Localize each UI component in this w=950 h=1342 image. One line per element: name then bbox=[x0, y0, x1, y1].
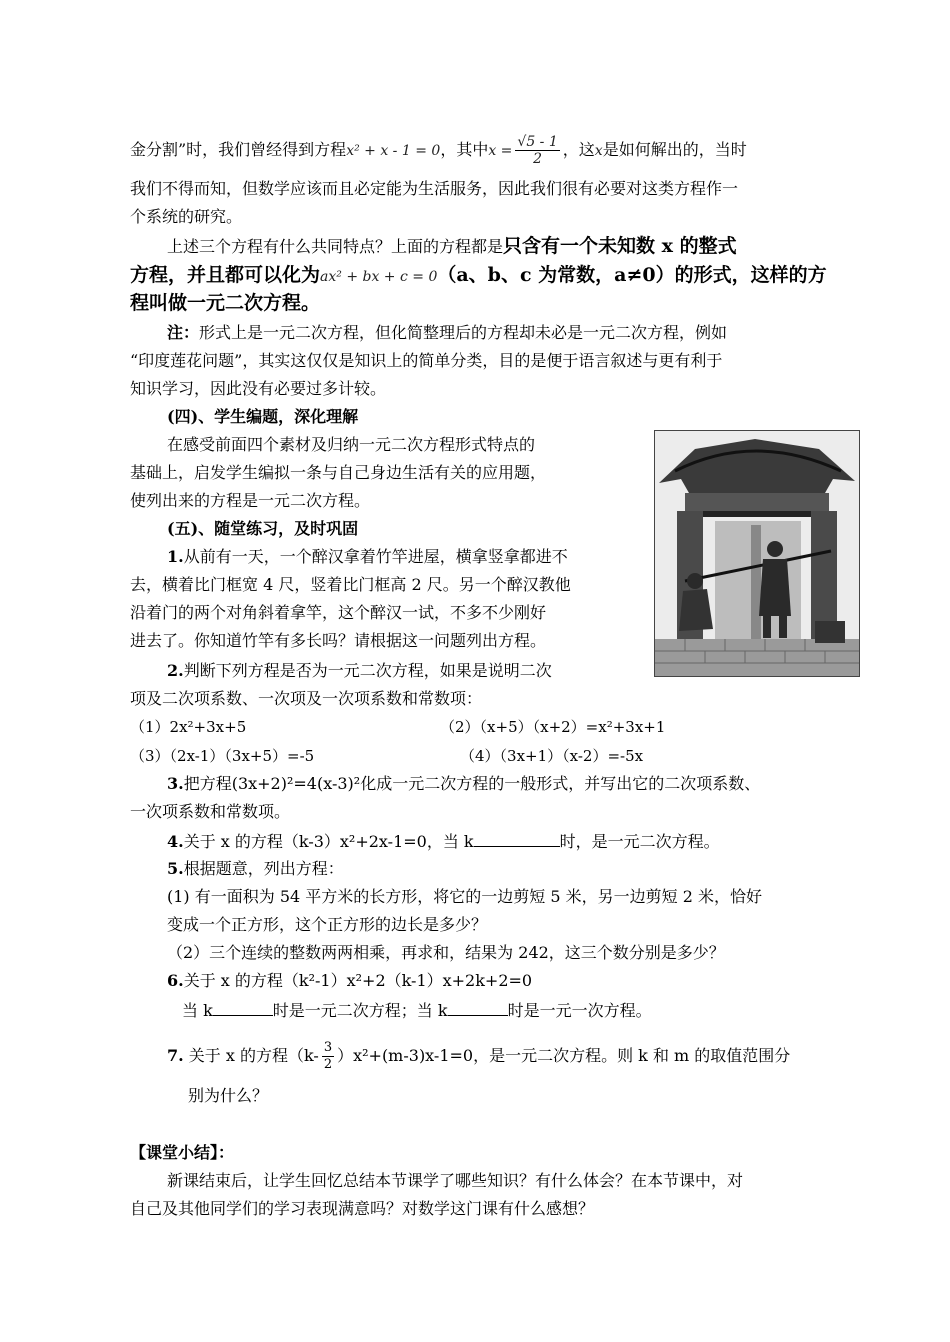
question-number: 3. bbox=[167, 774, 184, 793]
question-2-item-2: （2）（x+5）（x+2）=x²+3x+1 bbox=[440, 718, 666, 736]
drunkard-door-illustration bbox=[654, 430, 860, 677]
equation-golden: x² + x - 1 = 0 bbox=[346, 143, 441, 159]
question-text: 判断下列方程是否为一元二次方程，如果是说明二次 bbox=[183, 661, 552, 680]
question-7-line-2: 别为什么？ bbox=[188, 1086, 269, 1105]
question-text: 时是一元一次方程。 bbox=[507, 1001, 652, 1020]
variable-x: x bbox=[594, 143, 603, 159]
intro-line-2: 我们不得而知，但数学应该而且必定能为生活服务，因此我们很有必要对这类方程作一 bbox=[130, 179, 739, 198]
definition-line-2 bbox=[130, 262, 827, 288]
definition-bold: （a、b、c 为常数，a≠0）的形式，这样的方 bbox=[437, 264, 827, 286]
section-5-title: (五)、随堂练习，及时巩固 bbox=[167, 519, 359, 538]
definition-text: 上述三个方程有什么共同特点？上面的方程都是 bbox=[167, 237, 504, 256]
question-text: 时是一元二次方程；当 k bbox=[272, 1001, 448, 1020]
question-number: 6. bbox=[167, 971, 184, 990]
intro-text: 是如何解出的，当时 bbox=[602, 140, 747, 159]
intro-text: ，这 bbox=[562, 140, 595, 159]
question-6-line-2 bbox=[182, 999, 652, 1022]
question-2-line-2: 项及二次项系数、一次项及一次项系数和常数项： bbox=[130, 689, 483, 708]
question-text: 关于 x 的方程（k-3）x²+2x-1=0，当 k bbox=[183, 832, 474, 851]
equation-x: x = bbox=[488, 143, 513, 159]
question-3-line-2: 一次项系数和常数项。 bbox=[130, 802, 291, 821]
definition-bold: 只含有一个未知数 x 的整式 bbox=[503, 235, 737, 257]
question-3-line-1 bbox=[167, 773, 760, 795]
answer-blank[interactable] bbox=[474, 830, 560, 847]
summary-line-2: 自己及其他同学们的学习表现满意吗？对数学这门课有什么感想？ bbox=[130, 1199, 595, 1218]
answer-blank[interactable] bbox=[448, 999, 508, 1016]
fraction-three-halves bbox=[322, 1040, 334, 1073]
note-line-1 bbox=[167, 322, 727, 344]
answer-blank[interactable] bbox=[213, 999, 273, 1016]
intro-line-1 bbox=[130, 134, 747, 167]
question-2-item-3: （3）（2x-1）（3x+5）=-5 bbox=[130, 747, 315, 765]
question-5-part-1-line-1: (1) 有一面积为 54 平方米的长方形，将它的一边剪短 5 米，另一边剪短 2 米，恰好 bbox=[167, 887, 762, 906]
section-4-line-3: 使列出来的方程是一元二次方程。 bbox=[130, 491, 371, 510]
note-line-2: “印度莲花问题”，其实这仅仅是知识上的简单分类，目的是便于语言叙述与更有利于 bbox=[130, 351, 723, 370]
definition-bold: 方程，并且都可以化为 bbox=[130, 264, 321, 286]
intro-text: ，其中 bbox=[440, 140, 489, 159]
question-2-item-4: （4）（3x+1）（x-2）=-5x bbox=[460, 747, 644, 765]
definition-line-1 bbox=[167, 233, 737, 259]
intro-text: 金分割”时，我们曾经得到方程 bbox=[130, 140, 347, 159]
question-text: 根据题意，列出方程： bbox=[183, 859, 344, 878]
question-text: ）x²+(m-3)x-1=0，是一元二次方程。则 k 和 m 的取值范围分 bbox=[337, 1046, 791, 1065]
question-1-line-3: 沿着门的两个对角斜着拿竿，这个醉汉一试，不多不少刚好 bbox=[130, 603, 547, 622]
equation-general-form: ax² + bx + c = 0 bbox=[320, 269, 438, 285]
question-text: 从前有一天，一个醉汉拿着竹竿进屋，横拿竖拿都进不 bbox=[183, 547, 568, 566]
section-4-title: (四)、学生编题，深化理解 bbox=[167, 407, 359, 426]
summary-title: 【课堂小结】： bbox=[130, 1143, 235, 1162]
question-text: 关于 x 的方程（k²-1）x²+2（k-1）x+2k+2=0 bbox=[183, 971, 533, 990]
question-text: 当 k bbox=[182, 1001, 213, 1020]
question-text: 时，是一元二次方程。 bbox=[559, 832, 720, 851]
question-6-line-1 bbox=[167, 970, 532, 992]
section-4-line-1: 在感受前面四个素材及归纳一元二次方程形式特点的 bbox=[167, 435, 536, 454]
question-number: 1. bbox=[167, 547, 184, 566]
question-text: 关于 x 的方程（k- bbox=[183, 1046, 319, 1065]
note-label: 注： bbox=[167, 323, 200, 342]
illustration-drawing bbox=[655, 431, 859, 676]
intro-line-3: 个系统的研究。 bbox=[130, 207, 243, 226]
question-number: 5. bbox=[167, 859, 184, 878]
definition-line-3: 程叫做一元二次方程。 bbox=[130, 292, 321, 314]
question-text: 把方程(3x+2)²=4(x-3)²化成一元二次方程的一般形式，并写出它的二次项系数、 bbox=[183, 774, 761, 793]
question-5-line-1 bbox=[167, 858, 344, 880]
fraction-numerator: 3 bbox=[323, 1040, 333, 1055]
note-text: 形式上是一元二次方程，但化简整理后的方程却未必是一元二次方程，例如 bbox=[199, 323, 728, 342]
fraction-denominator: 2 bbox=[323, 1057, 333, 1072]
question-2-line-1 bbox=[167, 660, 552, 682]
question-1-line-2: 去，横着比门框宽 4 尺，竖着比门框高 2 尺。另一个醉汉教他 bbox=[130, 575, 571, 594]
note-line-3: 知识学习，因此没有必要过多计较。 bbox=[130, 379, 387, 398]
question-number: 4. bbox=[167, 832, 184, 851]
fraction-denominator: 2 bbox=[533, 151, 543, 167]
question-4 bbox=[167, 830, 720, 853]
question-1-line-4: 进去了。你知道竹竿有多长吗？请根据这一问题列出方程。 bbox=[130, 631, 547, 650]
question-5-part-2: （2）三个连续的整数两两相乘，再求和，结果为 242，这三个数分别是多少？ bbox=[167, 943, 725, 962]
question-2-item-1: （1）2x²+3x+5 bbox=[130, 718, 247, 736]
fraction-numerator: √5 - 1 bbox=[517, 134, 558, 150]
question-1-line-1 bbox=[167, 546, 568, 568]
summary-line-1: 新课结束后，让学生回忆总结本节课学了哪些知识？有什么体会？在本节课中，对 bbox=[167, 1171, 744, 1190]
question-5-part-1-line-2: 变成一个正方形，这个正方形的边长是多少？ bbox=[167, 915, 488, 934]
question-number: 2. bbox=[167, 661, 184, 680]
section-4-line-2: 基础上，启发学生编拟一条与自己身边生活有关的应用题， bbox=[130, 463, 547, 482]
question-7-line-1 bbox=[167, 1040, 790, 1073]
question-number: 7. bbox=[167, 1046, 184, 1065]
fraction-golden bbox=[515, 134, 559, 167]
